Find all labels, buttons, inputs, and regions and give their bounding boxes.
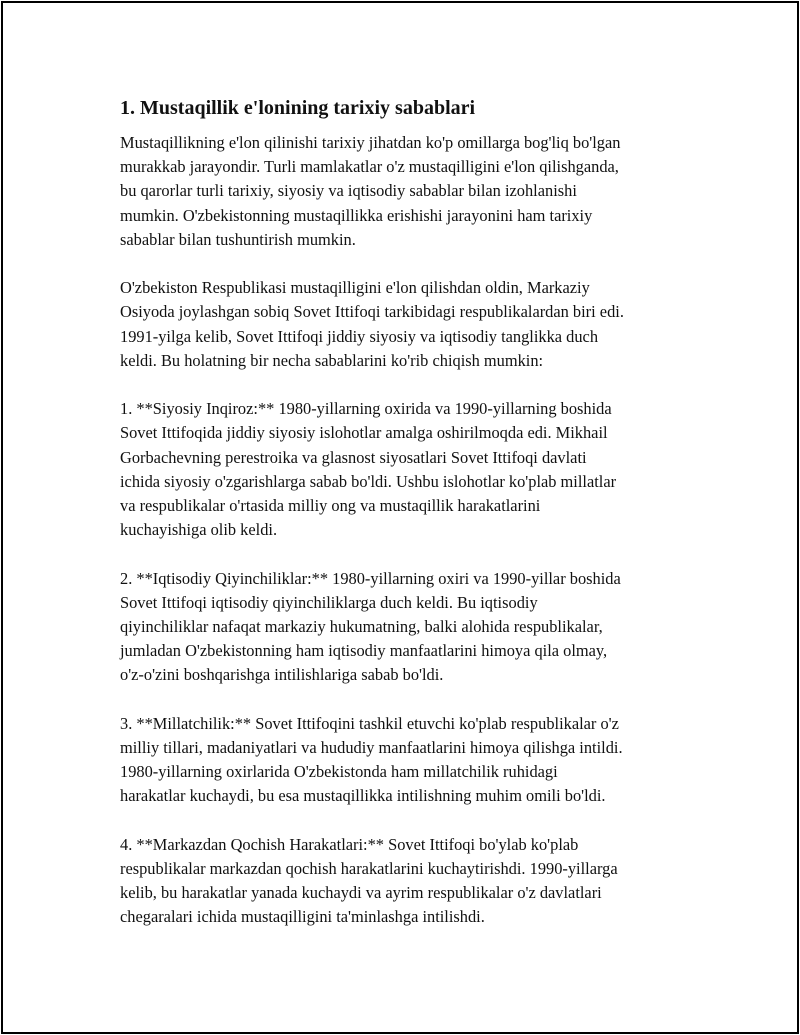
paragraph-intro: Mustaqillikning e'lon qilinishi tarixiy jihatdan ko'p omillarga bog'liq bo'lgan murakkab jarayondir. Turli mamlakatlar o'z mustaqilligini e'lon qilishganda, bu qarorlar turli tarixiy, siyosiy va iqtisodiy sabablar bilan izohlanishi mumkin. O'zbekistonning mustaqillikka erishishi jarayonini ham tarixiy sabablar bilan tushuntirish mumkin. <box>120 133 621 249</box>
paragraph-nationalism: 3. **Millatchilik:** Sovet Ittifoqini tashkil etuvchi ko'plab respublikalar o'z milliy tillari, madaniyatlari va hududiy manfaatlarini himoya qilishga intildi. 1980-yillarning oxirlarida O'zbekistonda ham millatchilik ruhidagi harakatlar kuchaydi, bu esa mustaqillikka intilishning muhim omili bo'ldi. <box>120 713 623 806</box>
document-body <box>120 95 695 954</box>
section-title: 1. Mustaqillik e'lonining tarixiy sabablari <box>120 97 476 119</box>
paragraph-centrifugal-movements: 4. **Markazdan Qochish Harakatlari:** Sovet Ittifoqi bo'ylab ko'plab respublikalar markazdan qochish harakatlarini kuchaytirishdi. 1990-yillarga kelib, bu harakatlar yanada kuchaydi va ayrim respublikalar o'z davlatlari chegaralari ichida mustaqilligini ta'minlashga intilishdi. <box>120 834 618 927</box>
paragraph-context: O'zbekiston Respublikasi mustaqilligini e'lon qilishdan oldin, Markaziy Osiyoda joylashgan sobiq Sovet Ittifoqi tarkibidagi respublikalardan biri edi. 1991-yilga kelib, Sovet Ittifoqi jiddiy siyosiy va iqtisodiy tanglikka duch keldi. Bu holatning bir necha sabablarini ko'rib chiqish mumkin: <box>120 278 624 370</box>
page-frame <box>1 1 799 1034</box>
paragraph-economic-difficulties: 2. **Iqtisodiy Qiyinchiliklar:** 1980-yillarning oxiri va 1990-yillar boshida Sovet Ittifoqi iqtisodiy qiyinchiliklarga duch keldi. Bu iqtisodiy qiyinchiliklar nafaqat markaziy hukumatning, balki alohida respublikalar, jumladan O'zbekistonning ham iqtisodiy manfaatlarini himoya qila olmay, o'z-o'zini boshqarishga intilishlariga sabab bo'ldi. <box>120 568 621 685</box>
paragraph-political-crisis: 1. **Siyosiy Inqiroz:** 1980-yillarning oxirida va 1990-yillarning boshida Sovet Ittifoqida jiddiy siyosiy islohotlar amalga oshirilmoqda edi. Mikhail Gorbachevning perestroika va glasnost siyosatlari Sovet Ittifoqi davlati ichida siyosiy o'zgarishlarga sabab bo'ldi. Ushbu islohotlar ko'plab millatlar va respublikalar o'rtasida milliy ong va mustaqillik harakatlarini kuchayishiga olib keldi. <box>120 399 617 540</box>
